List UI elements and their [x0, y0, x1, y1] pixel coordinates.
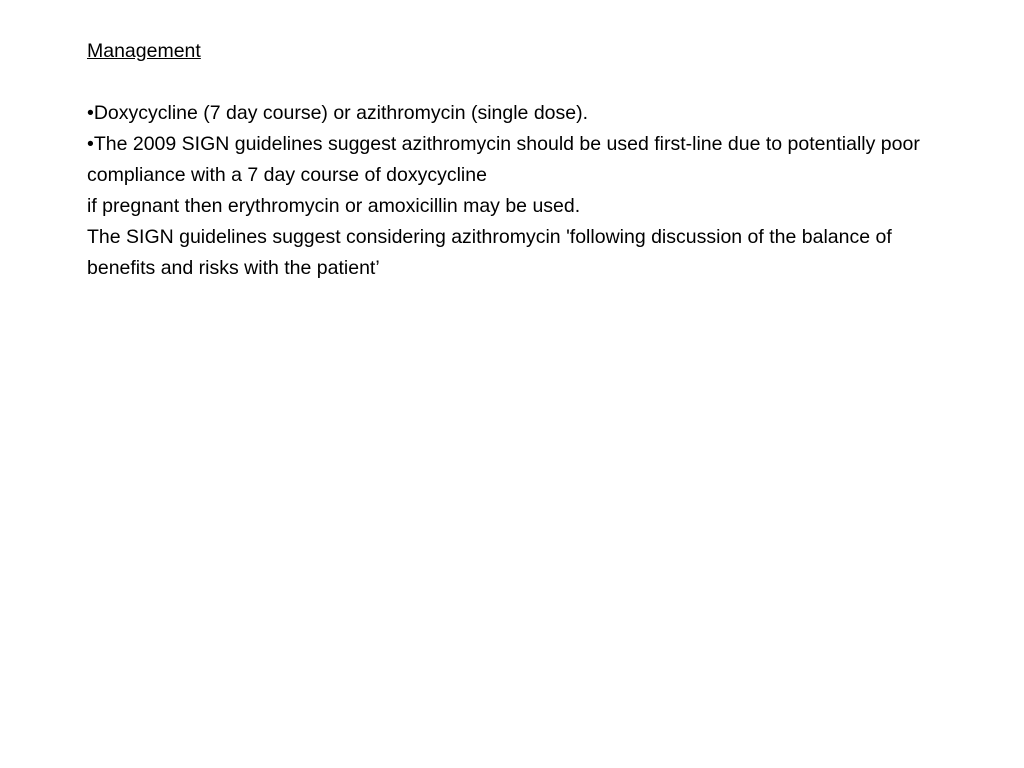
bullet-doxycycline: •Doxycycline (7 day course) or azithromycin (single dose).	[87, 102, 589, 124]
bullet-sign-guidelines: •The 2009 SIGN guidelines suggest azithromycin should be used first-line due to potentially poor compliance with a 7 day course of doxycycline	[87, 133, 920, 186]
slide-text-body	[87, 36, 947, 284]
slide-heading: Management	[87, 40, 201, 62]
line-pregnancy: if pregnant then erythromycin or amoxicillin may be used.	[87, 195, 581, 217]
line-sign-discussion: The SIGN guidelines suggest considering azithromycin 'following discussion of the balance of benefits and risks with the patient’	[87, 226, 892, 279]
blank-line	[87, 67, 947, 98]
